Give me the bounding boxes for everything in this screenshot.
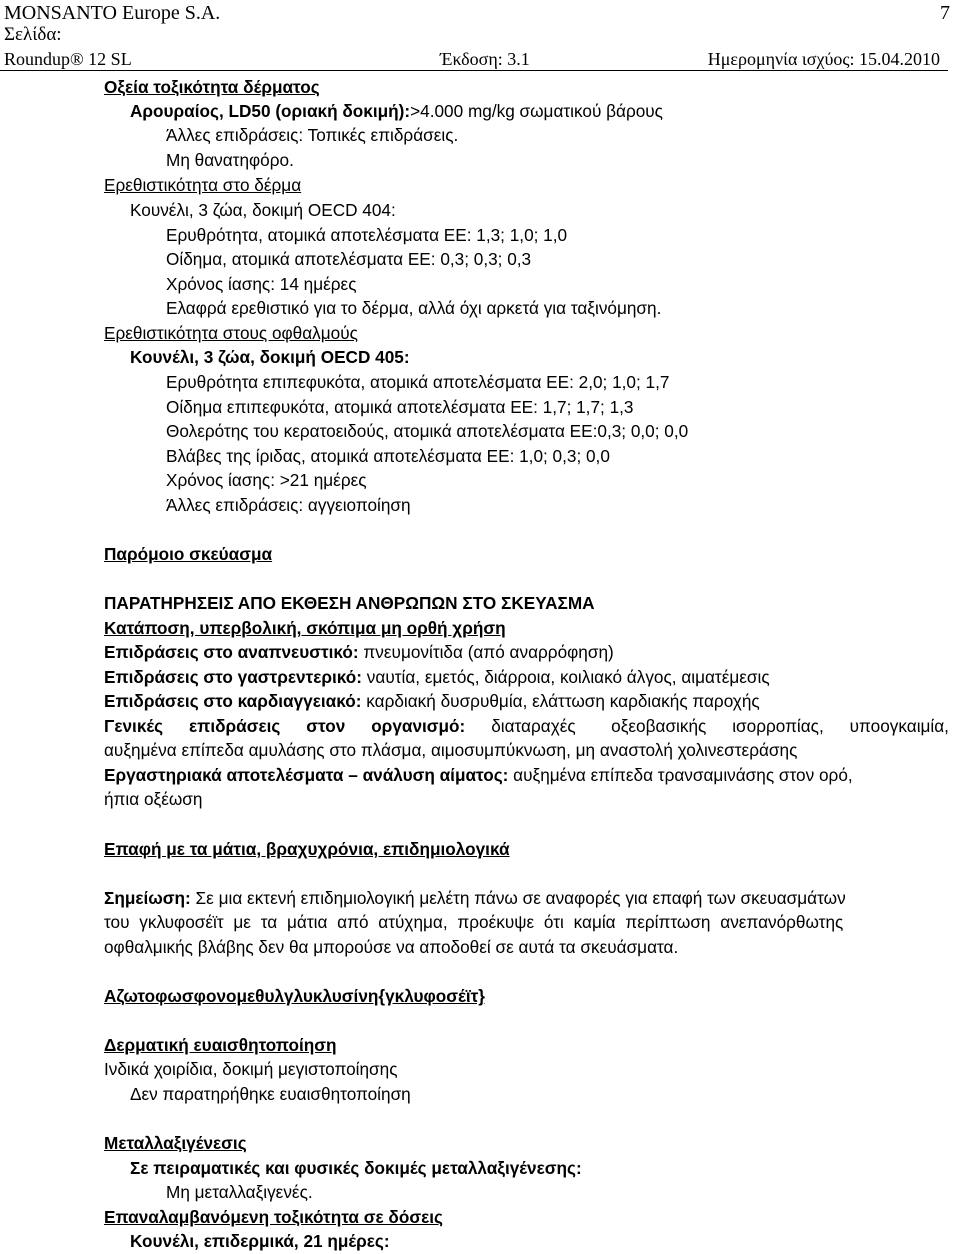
glyphosate-heading: Αζωτοφωσφονομεθυλγλυκλυσίνη{γκλυφοσέϊτ} <box>104 986 485 1006</box>
eye-iris-line: Βλάβες της ίριδας, ατομικά αποτελέσματα ΕΕ: 1,0; 0,3; 0,0 <box>166 446 610 466</box>
note-line-2: του γκλυφοσέϊτ με τα μάτια από ατύχημα, προέκυψε ότι καμία περίπτωση ανεπανόρθωτης <box>104 912 844 932</box>
repeated-dose-heading: Επαναλαμβανόμενη τοξικότητα σε δόσεις <box>104 1207 443 1227</box>
section-heading-skin-irritation: Ερεθιστικότητα στο δέρμα <box>104 175 302 195</box>
eye-oedema-line: Οίδημα επιπεφυκότα, ατομικά αποτελέσματα ΕΕ: 1,7; 1,7; 1,3 <box>166 397 634 417</box>
page-number: 7 <box>940 2 950 24</box>
lab-results-line <box>104 764 853 786</box>
guinea-pig-line: Ινδικά χοιρίδια, δοκιμή μεγιστοποίησης <box>104 1059 398 1079</box>
mutagenicity-heading: Μεταλλαξιγένεσις <box>104 1133 247 1153</box>
mutagenicity-tests-line: Σε πειραματικές και φυσικές δοκιμές μεταλλαξιγένεσης: <box>130 1158 582 1178</box>
skin-oedema-line: Οίδημα, ατομικά αποτελέσματα ΕΕ: 0,3; 0,3; 0,3 <box>166 249 532 269</box>
eye-recovery-line: Χρόνος ίασης: >21 ημέρες <box>166 470 367 490</box>
skin-recovery-line: Χρόνος ίασης: 14 ημέρες <box>166 274 357 294</box>
no-sensitisation-line: Δεν παρατηρήθηκε ευαισθητοποίηση <box>130 1084 411 1104</box>
skin-redness-line: Ερυθρότητα, ατομικά αποτελέσματα ΕΕ: 1,3; 1,0; 1,0 <box>166 225 568 245</box>
company-name: MONSANTO Europe S.A. <box>4 2 221 24</box>
eye-other-line: Άλλες επιδράσεις: αγγειοποίηση <box>166 495 411 515</box>
similar-preparation-heading: Παρόμοιο σκεύασμα <box>104 544 273 564</box>
other-effects-line: Άλλες επιδράσεις: Τοπικές επιδράσεις. <box>166 125 459 145</box>
general-effects-line <box>104 715 949 737</box>
rabbit-oecd404-line: Κουνέλι, 3 ζώα, δοκιμή OECD 404: <box>130 200 396 220</box>
section-heading-eye-irritation: Ερεθιστικότητα στους οφθαλμούς <box>104 323 358 343</box>
note-label: Σημείωση: <box>104 888 191 908</box>
ingestion-heading: Κατάποση, υπερβολική, σκόπιμα μη ορθή χρήση <box>104 618 506 638</box>
skin-conclusion-line: Ελαφρά ερεθιστικό για το δέρμα, αλλά όχι αρκετά για ταξινόμηση. <box>166 298 662 318</box>
version: Έκδοση: 3.1 <box>440 49 530 69</box>
respiratory-effects-text: πνευμονίτιδα (από αναρρόφηση) <box>358 642 614 662</box>
eye-redness-line: Ερυθρότητα επιπεφυκότα, ατομικά αποτελέσματα ΕΕ: 2,0; 1,0; 1,7 <box>166 372 670 392</box>
section-heading-acute-dermal: Οξεία τοξικότητα δέρματος <box>104 77 320 97</box>
general-effects-word: ισορροπίας, <box>732 716 824 736</box>
product-name: Roundup® 12 SL <box>4 49 132 69</box>
rat-ld50-label: Αρουραίος, LD50 (οριακή δοκιμή): <box>130 101 411 121</box>
lab-results-label: Εργαστηριακά αποτελέσματα – ανάλυση αίματος: <box>104 765 509 785</box>
general-effects-word: διαταραχές <box>491 716 586 736</box>
cardio-effects-line <box>104 690 760 712</box>
general-effects-word: οργανισμό: <box>371 716 466 736</box>
general-effects-word: Γενικές <box>104 716 164 736</box>
header-product-row <box>0 48 948 71</box>
respiratory-effects-line <box>104 641 614 663</box>
rat-ld50-value: >4.000 mg/kg σωματικού βάρους <box>410 101 663 121</box>
cardio-effects-label: Επιδράσεις στο καρδιαγγειακό: <box>104 691 362 711</box>
general-effects-line-2: αυξημένα επίπεδα αμυλάσης στο πλάσμα, αιμοσυμπύκνωση, μη αναστολή χολινεστεράσης <box>104 740 798 760</box>
note-line <box>104 887 846 909</box>
general-effects-word: στον <box>306 716 346 736</box>
lab-results-line-2: ήπια οξέωση <box>104 789 203 809</box>
gi-effects-label: Επιδράσεις στο γαστρεντερικό: <box>104 667 363 687</box>
cardio-effects-text: καρδιακή δυσρυθμία, ελάττωση καρδιακής παροχής <box>361 691 760 711</box>
human-exposure-heading: ΠΑΡΑΤΗΡΗΣΕΙΣ ΑΠΟ ΕΚΘΕΣΗ ΑΝΘΡΩΠΩΝ ΣΤΟ ΣΚΕΥΑΣΜΑ <box>104 593 595 613</box>
general-effects-word: υποογκαιμία, <box>849 716 949 736</box>
eye-contact-heading: Επαφή με τα μάτια, βραχυχρόνια, επιδημιολογικά <box>104 839 510 859</box>
general-effects-word: επιδράσεις <box>189 716 281 736</box>
note-text: Σε μια εκτενή επιδημιολογική μελέτη πάνω σε αναφορές για επαφή των σκευασμάτων <box>190 888 846 908</box>
note-line-3: οφθαλμικής βλάβης δεν θα μπορούσε να αποδοθεί σε αυτά τα σκευάσματα. <box>104 937 679 957</box>
rabbit-dermal-21-line: Κουνέλι, επιδερμικά, 21 ημέρες: <box>130 1231 390 1251</box>
effective-date: Ημερομηνία ισχύος: 15.04.2010 <box>707 49 940 69</box>
lab-results-text: αυξημένα επίπεδα τρανσαμινάσης στον ορό, <box>508 765 853 785</box>
sensitisation-heading: Δερματική ευαισθητοποίηση <box>104 1035 337 1055</box>
respiratory-effects-label: Επιδράσεις στο αναπνευστικό: <box>104 642 359 662</box>
non-lethal-line: Μη θανατηφόρο. <box>166 150 294 170</box>
rat-ld50-line <box>130 100 663 122</box>
rabbit-oecd405-line: Κουνέλι, 3 ζώα, δοκιμή OECD 405: <box>130 347 410 367</box>
general-effects-word: οξεοβασικής <box>611 716 707 736</box>
gi-effects-line <box>104 666 770 688</box>
eye-cornea-line: Θολερότης του κερατοειδούς, ατομικά αποτελέσματα ΕΕ:0,3; 0,0; 0,0 <box>166 421 689 441</box>
not-mutagenic-line: Μη μεταλλαξιγενές. <box>166 1182 313 1202</box>
page-label: Σελίδα: <box>4 24 62 45</box>
gi-effects-text: ναυτία, εμετός, διάρροια, κοιλιακό άλγος, αιματέμεσις <box>362 667 770 687</box>
